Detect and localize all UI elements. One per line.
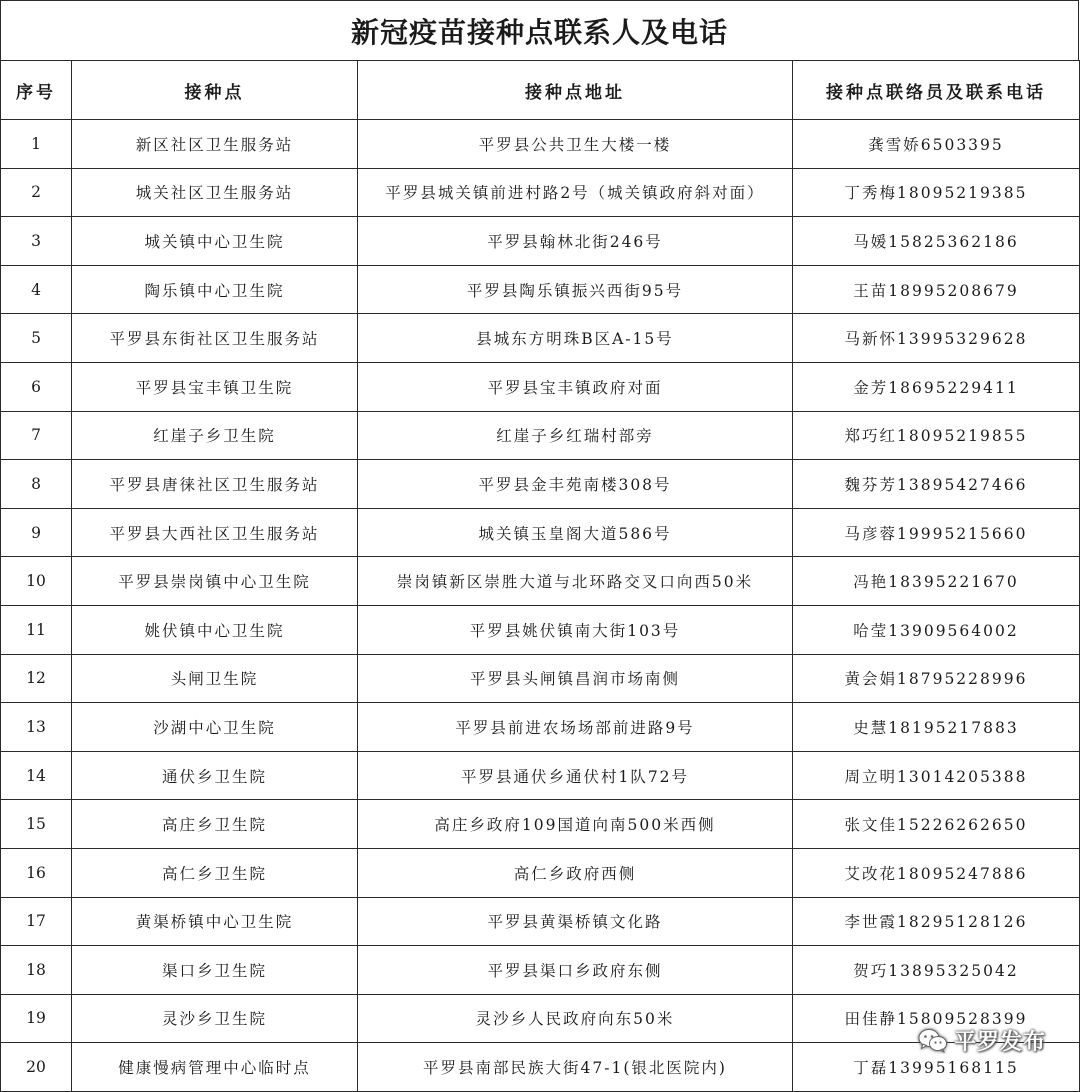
row-site: 平罗县东街社区卫生服务站: [72, 314, 358, 363]
row-site: 渠口乡卫生院: [72, 946, 358, 995]
row-index: 18: [1, 946, 72, 995]
row-contact: 丁磊13995168115: [793, 1043, 1080, 1092]
row-contact: 黄会娟18795228996: [793, 654, 1080, 703]
table-header: [1, 61, 1080, 120]
row-address: 平罗县通伏乡通伏村1队72号: [358, 751, 793, 800]
row-contact: 哈莹13909564002: [793, 605, 1080, 654]
row-site: 黄渠桥镇中心卫生院: [72, 897, 358, 946]
row-address: 红崖子乡红瑞村部旁: [358, 411, 793, 460]
row-contact: 郑巧红18095219855: [793, 411, 1080, 460]
table-row: [1, 800, 1080, 849]
row-index: 4: [1, 265, 72, 314]
row-index: 12: [1, 654, 72, 703]
watermark-text: 平罗发布: [953, 1030, 1046, 1055]
row-address: 平罗县翰林北街246号: [358, 217, 793, 266]
row-index: 1: [1, 120, 72, 169]
row-site: 沙湖中心卫生院: [72, 703, 358, 752]
row-index: 10: [1, 557, 72, 606]
row-index: 7: [1, 411, 72, 460]
row-address: 平罗县渠口乡政府东侧: [358, 946, 793, 995]
row-contact: 马新怀13995329628: [793, 314, 1080, 363]
row-address: 平罗县宝丰镇政府对面: [358, 362, 793, 411]
row-index: 17: [1, 897, 72, 946]
row-index: 14: [1, 751, 72, 800]
row-address: 城关镇玉皇阁大道586号: [358, 508, 793, 557]
row-contact: 王苗18995208679: [793, 265, 1080, 314]
row-contact: 丁秀梅18095219385: [793, 168, 1080, 217]
row-site: 红崖子乡卫生院: [72, 411, 358, 460]
row-address: 高庄乡政府109国道向南500米西侧: [358, 800, 793, 849]
row-contact: 史慧18195217883: [793, 703, 1080, 752]
table-row: [1, 217, 1080, 266]
table-row: [1, 848, 1080, 897]
row-index: 19: [1, 994, 72, 1043]
row-contact: 贺巧13895325042: [793, 946, 1080, 995]
header-row: [1, 61, 1080, 120]
row-site: 新区社区卫生服务站: [72, 120, 358, 169]
row-contact: 张文佳15226262650: [793, 800, 1080, 849]
row-site: 高庄乡卫生院: [72, 800, 358, 849]
row-site: 健康慢病管理中心临时点: [72, 1043, 358, 1092]
table-row: [1, 703, 1080, 752]
row-index: 2: [1, 168, 72, 217]
table-row: [1, 897, 1080, 946]
row-index: 20: [1, 1043, 72, 1092]
row-contact: 魏芬芳13895427466: [793, 460, 1080, 509]
row-index: 13: [1, 703, 72, 752]
row-index: 5: [1, 314, 72, 363]
row-contact: 田佳静15809528399: [793, 994, 1080, 1043]
row-site: 灵沙乡卫生院: [72, 994, 358, 1043]
table-row: [1, 751, 1080, 800]
table-row: [1, 265, 1080, 314]
row-address: 平罗县城关镇前进村路2号（城关镇政府斜对面）: [358, 168, 793, 217]
table-body: [1, 120, 1080, 1092]
sheet-title: 新冠疫苗接种点联系人及电话: [0, 0, 1079, 60]
row-address: 平罗县头闸镇昌润市场南侧: [358, 654, 793, 703]
row-contact: 龚雪娇6503395: [793, 120, 1080, 169]
row-index: 6: [1, 362, 72, 411]
row-address: 崇岗镇新区崇胜大道与北环路交叉口向西50米: [358, 557, 793, 606]
table-row: [1, 120, 1080, 169]
table-row: [1, 168, 1080, 217]
table-row: [1, 362, 1080, 411]
row-index: 9: [1, 508, 72, 557]
row-contact: 马媛15825362186: [793, 217, 1080, 266]
row-site: 平罗县崇岗镇中心卫生院: [72, 557, 358, 606]
row-site: 头闸卫生院: [72, 654, 358, 703]
row-address: 县城东方明珠B区A-15号: [358, 314, 793, 363]
row-address: 高仁乡政府西侧: [358, 848, 793, 897]
table-row: [1, 460, 1080, 509]
row-site: 平罗县大西社区卫生服务站: [72, 508, 358, 557]
row-contact: 艾改花18095247886: [793, 848, 1080, 897]
row-site: 通伏乡卫生院: [72, 751, 358, 800]
table-row: [1, 557, 1080, 606]
row-contact: 金芳18695229411: [793, 362, 1080, 411]
row-address: 平罗县黄渠桥镇文化路: [358, 897, 793, 946]
row-address: 平罗县南部民族大街47-1(银北医院内): [358, 1043, 793, 1092]
row-address: 平罗县前进农场场部前进路9号: [358, 703, 793, 752]
row-address: 平罗县公共卫生大楼一楼: [358, 120, 793, 169]
row-site: 姚伏镇中心卫生院: [72, 605, 358, 654]
contact-table: [0, 60, 1080, 1092]
table-row: [1, 946, 1080, 995]
header-index: 序号: [1, 61, 72, 120]
row-index: 11: [1, 605, 72, 654]
row-site: 城关镇中心卫生院: [72, 217, 358, 266]
table-row: [1, 1043, 1080, 1092]
table-row: [1, 654, 1080, 703]
row-site: 平罗县唐徕社区卫生服务站: [72, 460, 358, 509]
header-address: 接种点地址: [358, 61, 793, 120]
row-site: 平罗县宝丰镇卫生院: [72, 362, 358, 411]
row-contact: 李世霞18295128126: [793, 897, 1080, 946]
table-row: [1, 605, 1080, 654]
row-index: 8: [1, 460, 72, 509]
table-row: [1, 994, 1080, 1043]
row-address: 灵沙乡人民政府向东50米: [358, 994, 793, 1043]
row-address: 平罗县金丰苑南楼308号: [358, 460, 793, 509]
row-index: 16: [1, 848, 72, 897]
row-index: 15: [1, 800, 72, 849]
header-contact: 接种点联络员及联系电话: [793, 61, 1080, 120]
row-index: 3: [1, 217, 72, 266]
table-row: [1, 508, 1080, 557]
row-contact: 马彦蓉19995215660: [793, 508, 1080, 557]
row-contact: 周立明13014205388: [793, 751, 1080, 800]
row-address: 平罗县姚伏镇南大街103号: [358, 605, 793, 654]
row-site: 高仁乡卫生院: [72, 848, 358, 897]
row-site: 城关社区卫生服务站: [72, 168, 358, 217]
header-site: 接种点: [72, 61, 358, 120]
table-row: [1, 314, 1080, 363]
row-address: 平罗县陶乐镇振兴西街95号: [358, 265, 793, 314]
row-contact: 冯艳18395221670: [793, 557, 1080, 606]
table-row: [1, 411, 1080, 460]
row-site: 陶乐镇中心卫生院: [72, 265, 358, 314]
